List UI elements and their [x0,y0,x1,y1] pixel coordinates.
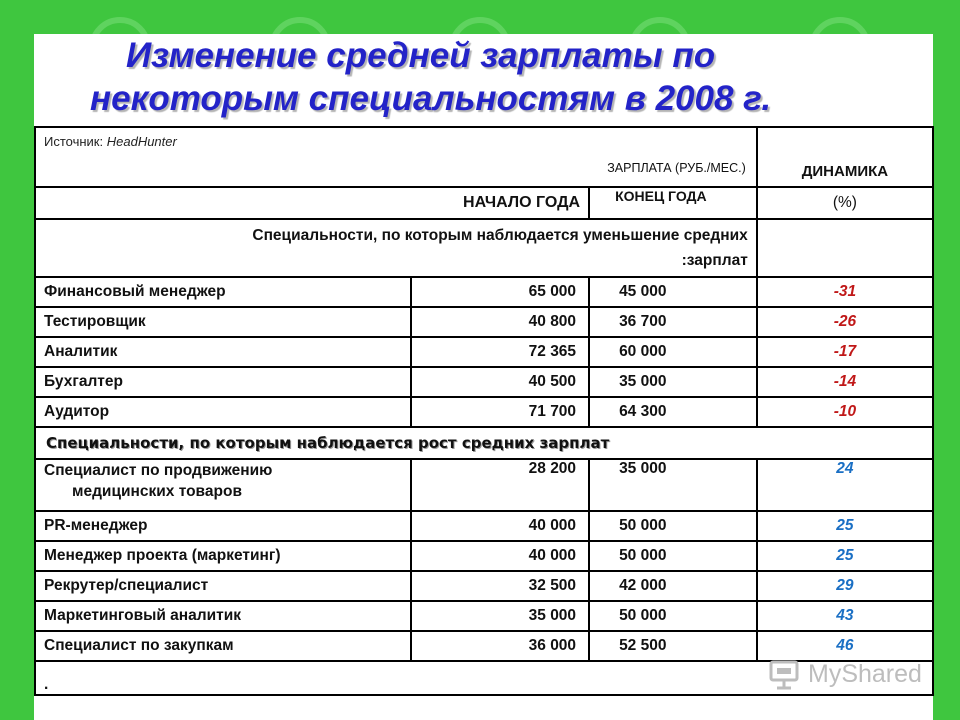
salary-label: ЗАРПЛАТА (РУБ./МЕС.) [607,161,746,175]
table-row [35,367,933,397]
start-salary: 72 365 [411,337,589,367]
specialty-name: Специалист по продвижению медицинских товаров [35,459,411,511]
start-salary: 71 700 [411,397,589,427]
specialty-name: Рекрутер/специалист [35,571,411,601]
salary-change: 46 [757,631,933,661]
end-of-year-header: КОНЕЦ ГОДА [589,187,757,219]
end-salary: 35 000 [589,367,757,397]
decrease-section-row [35,219,933,277]
specialty-name: Менеджер проекта (маркетинг) [35,541,411,571]
header-row-1 [35,127,933,187]
table-row [35,511,933,541]
header-row-2 [35,187,933,219]
dynamics-header: ДИНАМИКА [757,127,933,187]
start-salary: 40 000 [411,541,589,571]
table-row [35,571,933,601]
salary-change: -31 [757,277,933,307]
start-of-year-header: НАЧАЛО ГОДА [35,187,589,219]
footer-dot: . [35,661,933,695]
table-row [35,277,933,307]
salary-table [34,126,934,696]
end-salary: 50 000 [589,601,757,631]
end-salary: 36 700 [589,307,757,337]
specialty-name: PR-менеджер [35,511,411,541]
table-row [35,307,933,337]
increase-section-title: Специальности, по которым наблюдается рост средних зарплат [35,427,933,459]
decrease-section-title: Специальности, по которым наблюдается уменьшение средних :зарплат [35,219,757,277]
end-salary: 35 000 [589,459,757,511]
watermark-text: MyShared [808,659,922,688]
specialty-name: Финансовый менеджер [35,277,411,307]
end-salary: 60 000 [589,337,757,367]
end-salary: 52 500 [589,631,757,661]
header-source-cell [35,127,757,187]
watermark [768,654,922,694]
start-salary: 32 500 [411,571,589,601]
slide [34,34,933,720]
specialty-name: Бухгалтер [35,367,411,397]
start-salary: 36 000 [411,631,589,661]
percent-header: (%) [757,187,933,219]
salary-change: 24 [757,459,933,511]
table-row [35,337,933,367]
title-line-1: Изменение средней зарплаты по [126,36,716,75]
end-salary: 64 300 [589,397,757,427]
end-salary: 50 000 [589,511,757,541]
salary-change: 43 [757,601,933,631]
end-salary: 42 000 [589,571,757,601]
start-salary: 28 200 [411,459,589,511]
specialty-name: Аналитик [35,337,411,367]
end-salary: 45 000 [589,277,757,307]
start-salary: 40 000 [411,511,589,541]
salary-change: -14 [757,367,933,397]
table-row [35,541,933,571]
table-row [35,397,933,427]
slide-title [34,34,933,126]
source-label: Источник: HeadHunter [44,134,177,149]
table-row [35,601,933,631]
start-salary: 40 500 [411,367,589,397]
specialty-name: Маркетинговый аналитик [35,601,411,631]
salary-change: 29 [757,571,933,601]
salary-change: 25 [757,511,933,541]
salary-change: 25 [757,541,933,571]
specialty-name: Тестировщик [35,307,411,337]
title-line-2: некоторым специальностям в 2008 г. [90,79,772,118]
salary-change: -10 [757,397,933,427]
increase-section-row [35,427,933,459]
start-salary: 40 800 [411,307,589,337]
presentation-icon [768,657,802,691]
end-salary: 50 000 [589,541,757,571]
specialty-name: Аудитор [35,397,411,427]
start-salary: 65 000 [411,277,589,307]
specialty-name: Специалист по закупкам [35,631,411,661]
start-salary: 35 000 [411,601,589,631]
salary-change: -17 [757,337,933,367]
salary-change: -26 [757,307,933,337]
table-row [35,459,933,511]
